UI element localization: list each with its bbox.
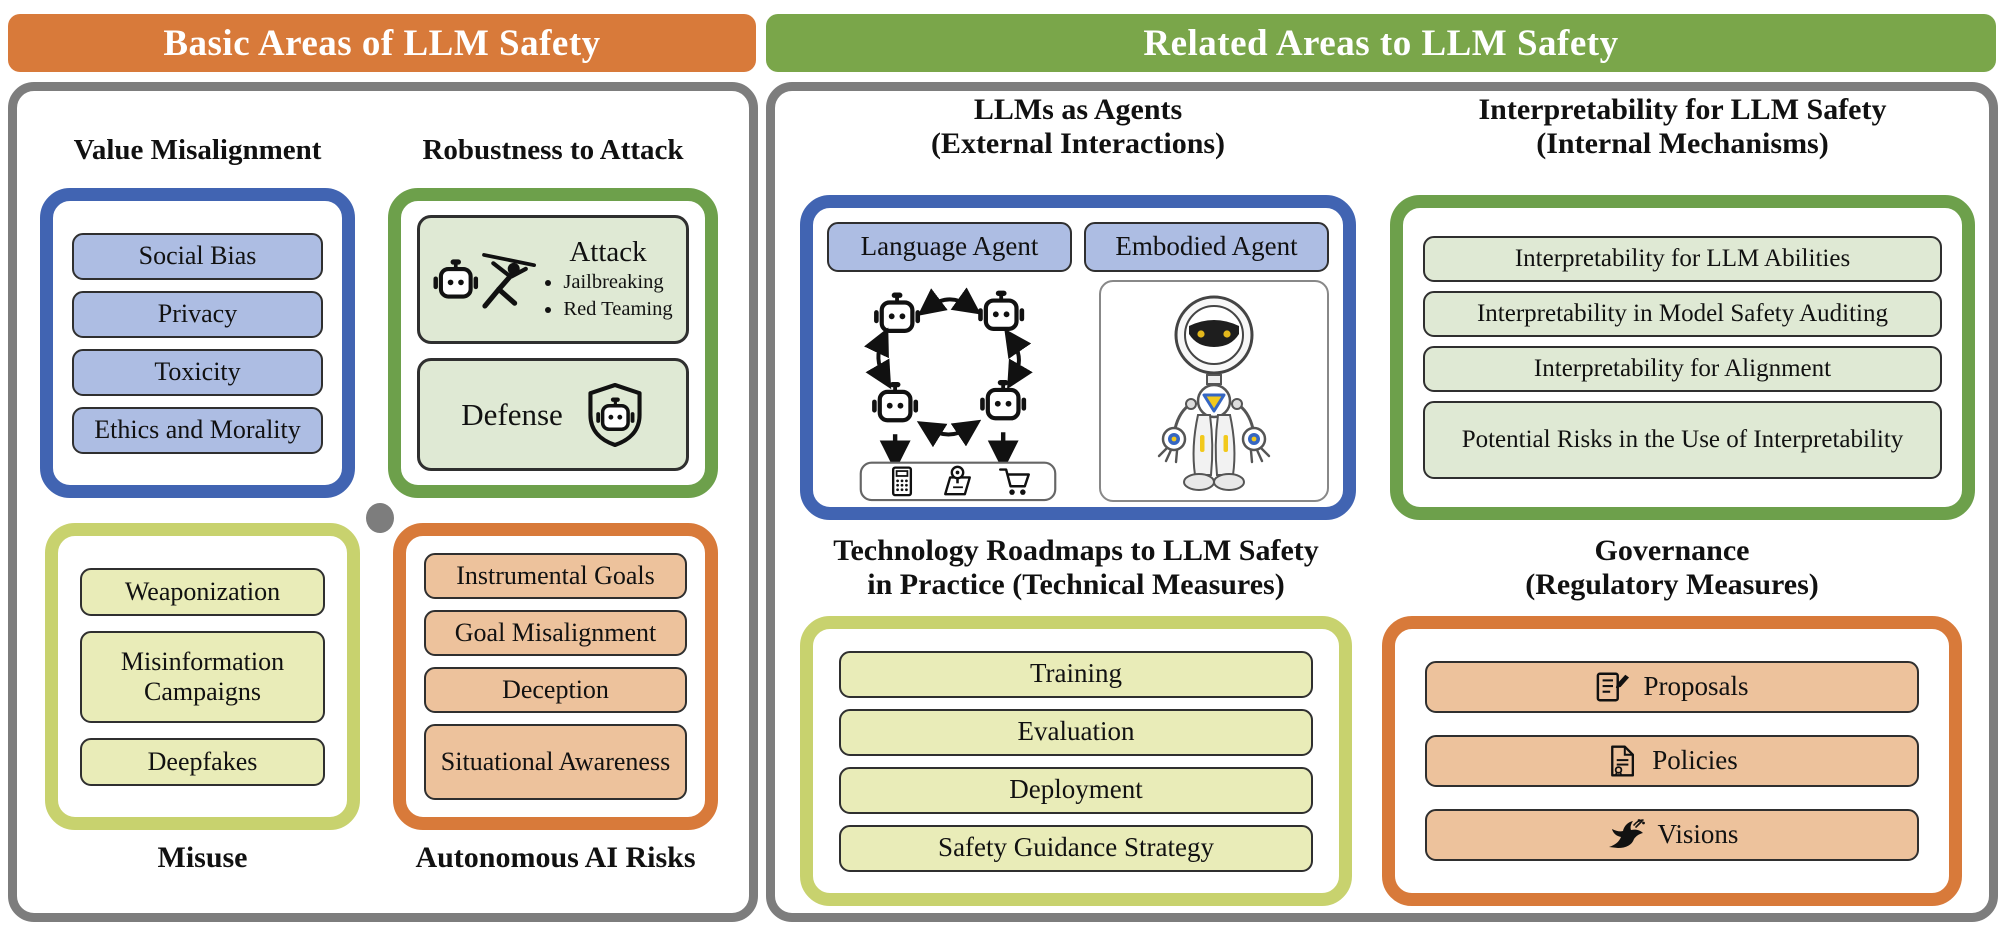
misuse-label: Misuse bbox=[157, 841, 248, 874]
governance-title bbox=[1382, 534, 1962, 601]
value-misalignment-box bbox=[40, 188, 355, 498]
deployment-pill: Deployment bbox=[839, 767, 1313, 814]
jailbreaking-text: Jailbreaking bbox=[563, 271, 664, 294]
embodied-agent-pill: Embodied Agent bbox=[1084, 222, 1329, 272]
autonomous-label: Autonomous AI Risks bbox=[415, 841, 696, 874]
attack-text bbox=[538, 236, 678, 322]
weaponization-pill: Weaponization bbox=[80, 568, 325, 616]
agents-title-line1: LLMs as Agents bbox=[973, 93, 1183, 126]
shield-robot-icon bbox=[585, 381, 645, 449]
robustness-title: Robustness to Attack bbox=[422, 134, 684, 166]
related-areas-header bbox=[766, 14, 1996, 72]
visions-label: Visions bbox=[1657, 819, 1739, 850]
policies-pill bbox=[1425, 735, 1919, 787]
training-pill: Training bbox=[839, 651, 1313, 698]
attack-bullet bbox=[563, 296, 672, 323]
basic-areas-panel bbox=[8, 82, 758, 922]
language-agent-pill: Language Agent bbox=[827, 222, 1072, 272]
interpretability-box bbox=[1390, 195, 1975, 520]
related-areas-panel bbox=[766, 82, 1998, 922]
governance-title-line1: Governance bbox=[1594, 534, 1750, 567]
interp-risks-pill: Potential Risks in the Use of Interpretability bbox=[1423, 401, 1942, 479]
safety-guidance-pill: Safety Guidance Strategy bbox=[839, 825, 1313, 872]
multi-agent-cycle-diagram bbox=[827, 280, 1089, 502]
visions-pill bbox=[1425, 809, 1919, 861]
attack-bullet-list bbox=[543, 269, 672, 322]
proposal-document-icon bbox=[1595, 670, 1631, 704]
agent-pills-row bbox=[827, 222, 1329, 272]
policies-label: Policies bbox=[1652, 745, 1738, 776]
agents-content bbox=[827, 280, 1329, 502]
agents-title-line2: (External Interactions) bbox=[930, 126, 1226, 160]
autonomous-box bbox=[393, 523, 718, 830]
attack-label: Attack bbox=[569, 236, 647, 269]
value-misalignment-title: Value Misalignment bbox=[73, 134, 322, 166]
proposals-pill bbox=[1425, 661, 1919, 713]
basic-areas-header bbox=[8, 14, 756, 72]
social-bias-pill: Social Bias bbox=[72, 233, 323, 280]
interp-alignment-pill: Interpretability for Alignment bbox=[1423, 346, 1942, 392]
deepfakes-pill: Deepfakes bbox=[80, 738, 325, 786]
roadmaps-title-line2: in Practice (Technical Measures) bbox=[867, 567, 1285, 601]
roadmaps-title bbox=[800, 534, 1352, 601]
attack-bullet bbox=[563, 269, 672, 296]
interpretability-title bbox=[1390, 93, 1975, 160]
agents-title bbox=[800, 93, 1356, 160]
ethics-morality-pill: Ethics and Morality bbox=[72, 407, 323, 454]
interpretability-title-line1: Interpretability for LLM Safety bbox=[1478, 93, 1887, 126]
embodied-robot-illustration bbox=[1134, 289, 1294, 494]
defense-subbox bbox=[417, 358, 689, 471]
deception-pill: Deception bbox=[424, 667, 687, 713]
robustness-box bbox=[388, 188, 718, 498]
evaluation-pill: Evaluation bbox=[839, 709, 1313, 756]
red-teaming-text: Red Teaming bbox=[563, 298, 673, 321]
privacy-pill: Privacy bbox=[72, 291, 323, 338]
robot-vs-attacker-icon bbox=[432, 246, 536, 314]
governance-title-line2: (Regulatory Measures) bbox=[1525, 567, 1819, 601]
agents-box bbox=[800, 195, 1356, 520]
related-areas-header-text: Related Areas to LLM Safety bbox=[1143, 22, 1619, 64]
proposals-label: Proposals bbox=[1643, 671, 1749, 702]
instrumental-goals-pill: Instrumental Goals bbox=[424, 553, 687, 599]
misuse-box bbox=[45, 523, 360, 830]
roadmaps-title-line1: Technology Roadmaps to LLM Safety bbox=[833, 534, 1319, 567]
interp-auditing-pill: Interpretability in Model Safety Auditing bbox=[1423, 291, 1942, 337]
governance-box bbox=[1382, 616, 1962, 906]
dove-olive-branch-icon bbox=[1606, 818, 1646, 852]
defense-label: Defense bbox=[461, 396, 563, 432]
situational-awareness-pill: Situational Awareness bbox=[424, 724, 687, 800]
roadmaps-box bbox=[800, 616, 1352, 906]
interpretability-title-line2: (Internal Mechanisms) bbox=[1536, 126, 1829, 160]
misinformation-pill: Misinformation Campaigns bbox=[80, 631, 325, 723]
goal-misalignment-pill: Goal Misalignment bbox=[424, 610, 687, 656]
embodied-robot-frame bbox=[1099, 280, 1329, 502]
toxicity-pill: Toxicity bbox=[72, 349, 323, 396]
basic-areas-header-text: Basic Areas of LLM Safety bbox=[163, 22, 601, 64]
center-dot bbox=[366, 503, 394, 533]
attack-subbox bbox=[417, 215, 689, 344]
interp-abilities-pill: Interpretability for LLM Abilities bbox=[1423, 236, 1942, 282]
policy-document-icon bbox=[1606, 743, 1640, 779]
